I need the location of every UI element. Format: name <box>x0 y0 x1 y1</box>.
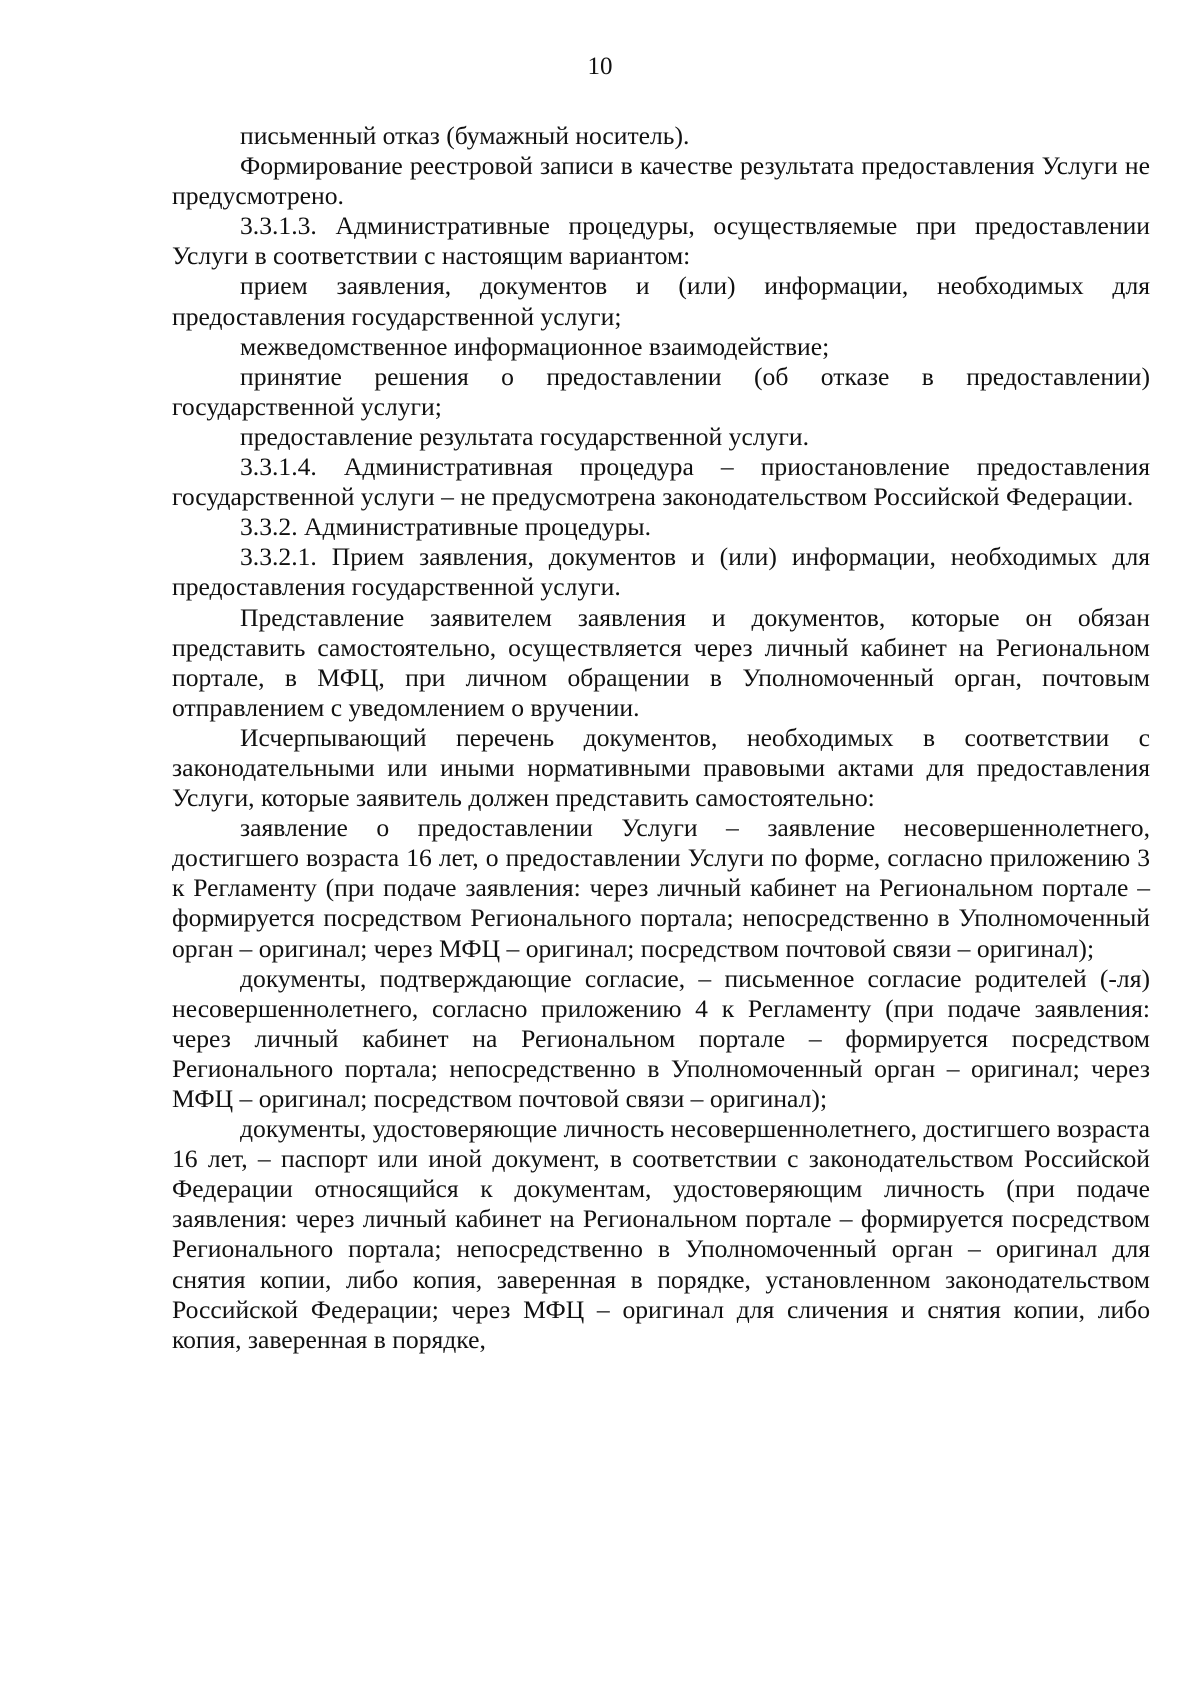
paragraph-3-3-1-3: 3.3.1.3. Административные процедуры, осуществляемые при предоставлении Услуги в соответствии с настоящим вариантом: <box>172 211 1150 271</box>
list-item-result: предоставление результата государственной услуги. <box>240 421 809 451</box>
list-item-application: заявление о предоставлении Услуги – заявление несовершеннолетнего, достигшего возраста 16 лет, о предоставлении Услуги по форме, согласно приложению 3 к Регламенту (при подаче заявления: через личный кабинет на Региональном портале – формируется посредством Регионального портала; непосредственно в Уполномоченный орган – оригинал; через МФЦ – оригинал; посредством почтовой связи – оригинал); <box>172 813 1150 963</box>
heading-3-3-2-1: 3.3.2.1. Прием заявления, документов и (или) информации, необходимых для предоставления государственной услуги. <box>172 542 1150 602</box>
paragraph-registry-record: Формирование реестровой записи в качестве результата предоставления Услуги не предусмотрено. <box>172 151 1150 211</box>
document-body <box>172 121 1150 1355</box>
paragraph-submission: Представление заявителем заявления и документов, которые он обязан представить самостоятельно, осуществляется через личный кабинет на Региональном портале, в МФЦ, при личном обращении в Уполномоченный орган, почтовым отправлением с уведомлением о вручении. <box>172 602 1150 722</box>
list-item-identity-documents: документы, удостоверяющие личность несовершеннолетнего, достигшего возраста 16 лет, – паспорт или иной документ, в соответствии с законодательством Российской Федерации относящийся к документам, удостоверяющим личность (при подаче заявления: через личный кабинет на Региональном портале – формируется посредством Регионального портала; непосредственно в Уполномоченный орган – оригинал для снятия копии, либо копия, заверенная в порядке, установленном законодательством Российской Федерации; через МФЦ – оригинал для сличения и снятия копии, либо копия, заверенная в порядке, <box>172 1114 1150 1354</box>
heading-3-3-2: 3.3.2. Административные процедуры. <box>240 512 651 542</box>
paragraph-3-3-1-4: 3.3.1.4. Административная процедура – приостановление предоставления государственной услуги – не предусмотрена законодательством Российской Федерации. <box>172 452 1150 512</box>
list-item-decision: принятие решения о предоставлении (об отказе в предоставлении) государственной услуги; <box>172 361 1150 421</box>
page-number: 10 <box>587 53 613 80</box>
paragraph-document-list-intro: Исчерпывающий перечень документов, необходимых в соответствии с законодательными или иными нормативными правовыми актами для предоставления Услуги, которые заявитель должен представить самостоятельно: <box>172 722 1150 813</box>
list-item-consent: документы, подтверждающие согласие, – письменное согласие родителей (-ля) несовершеннолетнего, согласно приложению 4 к Регламенту (при подаче заявления: через личный кабинет на Региональном портале – формируется посредством Регионального портала; непосредственно в Уполномоченный орган – оригинал; через МФЦ – оригинал; посредством почтовой связи – оригинал); <box>172 963 1150 1113</box>
list-item-interagency: межведомственное информационное взаимодействие; <box>240 331 830 361</box>
paragraph-refusal-form: письменный отказ (бумажный носитель). <box>240 121 690 150</box>
list-item-reception: прием заявления, документов и (или) информации, необходимых для предоставления государственной услуги; <box>172 271 1150 331</box>
